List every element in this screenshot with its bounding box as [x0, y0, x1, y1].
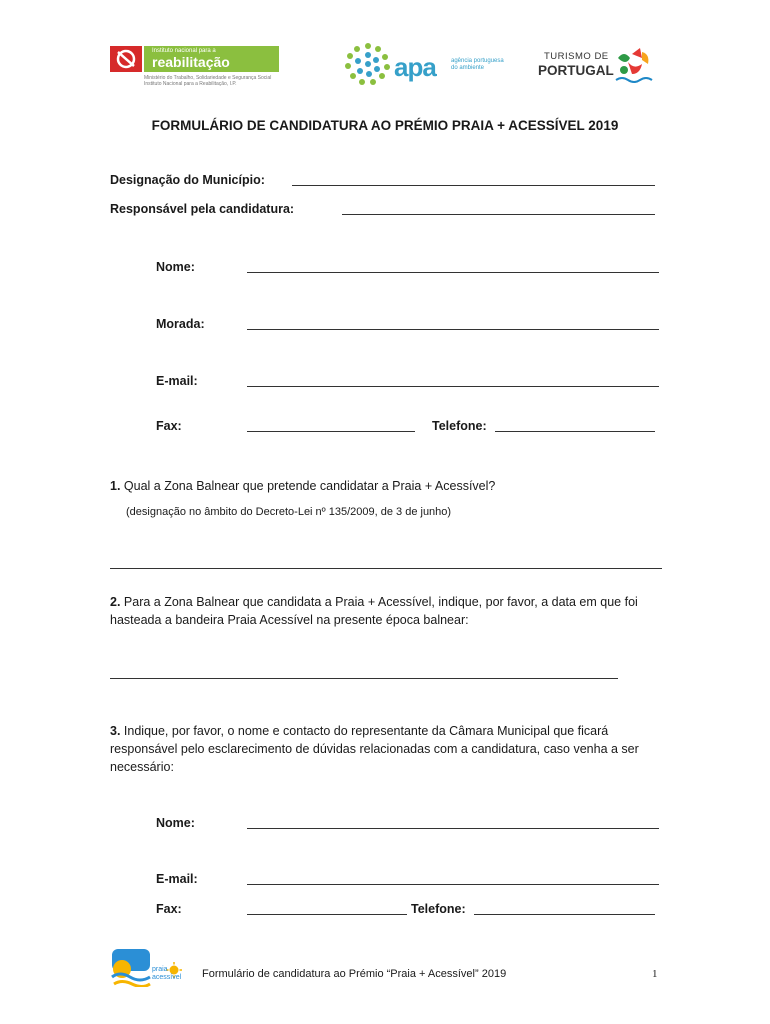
question-2-number: 2.: [110, 595, 121, 609]
apa-dots-icon: [344, 42, 392, 86]
email-label: E-mail:: [156, 374, 198, 388]
municipio-field[interactable]: [292, 185, 655, 186]
inr-name: [152, 48, 277, 72]
question-1-answer-field[interactable]: [110, 568, 662, 569]
q3-fax-field[interactable]: [247, 914, 407, 915]
inr-red-mark: [110, 46, 142, 72]
q3-telefone-label: Telefone:: [411, 902, 466, 916]
praia-acessivel-icon: [110, 947, 152, 987]
question-2-line-1: [110, 593, 662, 611]
praia-acessivel-wordmark: [152, 966, 181, 982]
apa-wordmark: apa: [394, 52, 436, 82]
question-3-text-3: necessário:: [110, 760, 174, 774]
q3-telefone-field[interactable]: [474, 914, 655, 915]
question-3-text-2: responsável pelo esclarecimento de dúvidas relacionadas com a candidatura, caso venha a ser: [110, 742, 639, 756]
question-1: [110, 477, 662, 495]
inr-sub-line-2: Instituto Nacional para a Reabilitação, I.P.: [144, 81, 237, 87]
question-3-number: 3.: [110, 724, 121, 738]
apa-subtitle: [451, 58, 511, 72]
question-2-text-2: hasteada a bandeira Praia Acessível na presente época balnear:: [110, 613, 469, 627]
nome-field[interactable]: [247, 272, 659, 273]
responsavel-field[interactable]: [342, 214, 655, 215]
fax-label: Fax:: [156, 419, 182, 433]
municipio-label: Designação do Município:: [110, 173, 265, 187]
turismo-symbol-icon: [614, 44, 654, 86]
inr-sub-line-1: Ministério do Trabalho, Solidariedade e Segurança Social: [144, 75, 272, 81]
page-title: FORMULÁRIO DE CANDIDATURA AO PRÉMIO PRAIA + ACESSÍVEL 2019: [151, 118, 619, 133]
question-1-note: (designação no âmbito do Decreto-Lei nº 135/2009, de 3 de junho): [126, 506, 452, 518]
nome-label: Nome:: [156, 260, 195, 274]
apa-sub-line-2: do ambiente: [451, 65, 485, 71]
question-2-text-1: Para a Zona Balnear que candidata a Praia + Acessível, indique, por favor, a data em que foi: [123, 595, 638, 609]
praia-acessivel-line-2: acessível: [152, 974, 182, 981]
inr-name-small: Instituto nacional para a: [152, 48, 216, 54]
turismo-line-1: TURISMO DE: [544, 51, 609, 62]
q3-email-field[interactable]: [247, 884, 659, 885]
inr-name-big: reabilitação: [152, 54, 230, 70]
q3-nome-label: Nome:: [156, 816, 195, 830]
q3-email-label: E-mail:: [156, 872, 198, 886]
question-3: [110, 722, 662, 776]
inr-subtitle: [144, 75, 294, 87]
question-1-text: Qual a Zona Balnear que pretende candidatar a Praia + Acessível?: [123, 479, 496, 493]
telefone-field[interactable]: [495, 431, 655, 432]
fax-field[interactable]: [247, 431, 415, 432]
praia-acessivel-line-1: praia: [152, 966, 168, 973]
inr-symbol-icon: [110, 46, 142, 72]
responsavel-label: Responsável pela candidatura:: [110, 202, 295, 216]
question-3-line-1: [110, 722, 662, 740]
turismo-line-2: PORTUGAL: [538, 63, 614, 78]
footer-text: Formulário de candidatura ao Prémio “Praia + Acessível” 2019: [202, 968, 507, 980]
question-2-answer-field[interactable]: [110, 678, 618, 679]
question-1-number: 1.: [110, 479, 121, 493]
apa-sub-line-1: agência portuguesa: [451, 58, 504, 64]
email-field[interactable]: [247, 386, 659, 387]
question-3-text-1: Indique, por favor, o nome e contacto do representante da Câmara Municipal que ficará: [123, 724, 609, 738]
q3-nome-field[interactable]: [247, 828, 659, 829]
page-number: 1: [652, 968, 658, 980]
telefone-label: Telefone:: [432, 419, 487, 433]
morada-field[interactable]: [247, 329, 659, 330]
question-2: [110, 593, 662, 629]
q3-fax-label: Fax:: [156, 902, 182, 916]
morada-label: Morada:: [156, 317, 205, 331]
